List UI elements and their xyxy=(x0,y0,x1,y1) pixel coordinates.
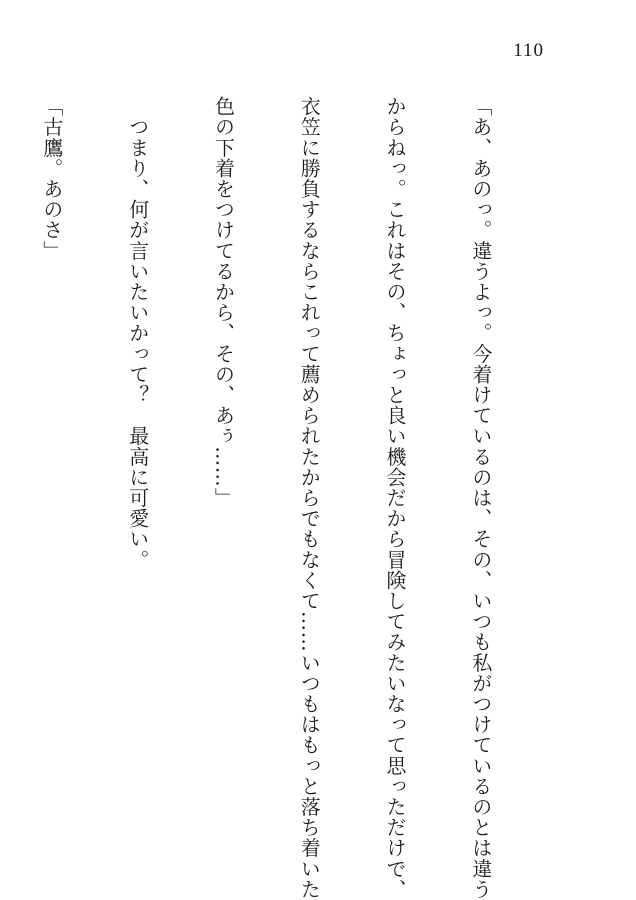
text-line: 「あ、あのっ。違うよっ。今着けているのは、その、いつも私がつけているのとは違う xyxy=(468,96,493,900)
text-line: 衣笠に勝負するならこれって薦められたからでもなくて……いつもはもっと落ち着いた xyxy=(297,96,322,900)
text-line: 色の下着をつけてるから、その、あぅ……」 xyxy=(211,96,236,508)
page-number: 110 xyxy=(513,40,544,61)
text-line: 「古鷹。あのさ」 xyxy=(39,96,64,261)
text-line: からねっ。これはその、ちょっと良い機会だから冒険してみたいなって思っただけで、 xyxy=(383,96,408,900)
vertical-text-block xyxy=(0,96,552,900)
text-line: つまり、何が言いたいかって？ 最高に可愛い。 xyxy=(125,96,150,570)
